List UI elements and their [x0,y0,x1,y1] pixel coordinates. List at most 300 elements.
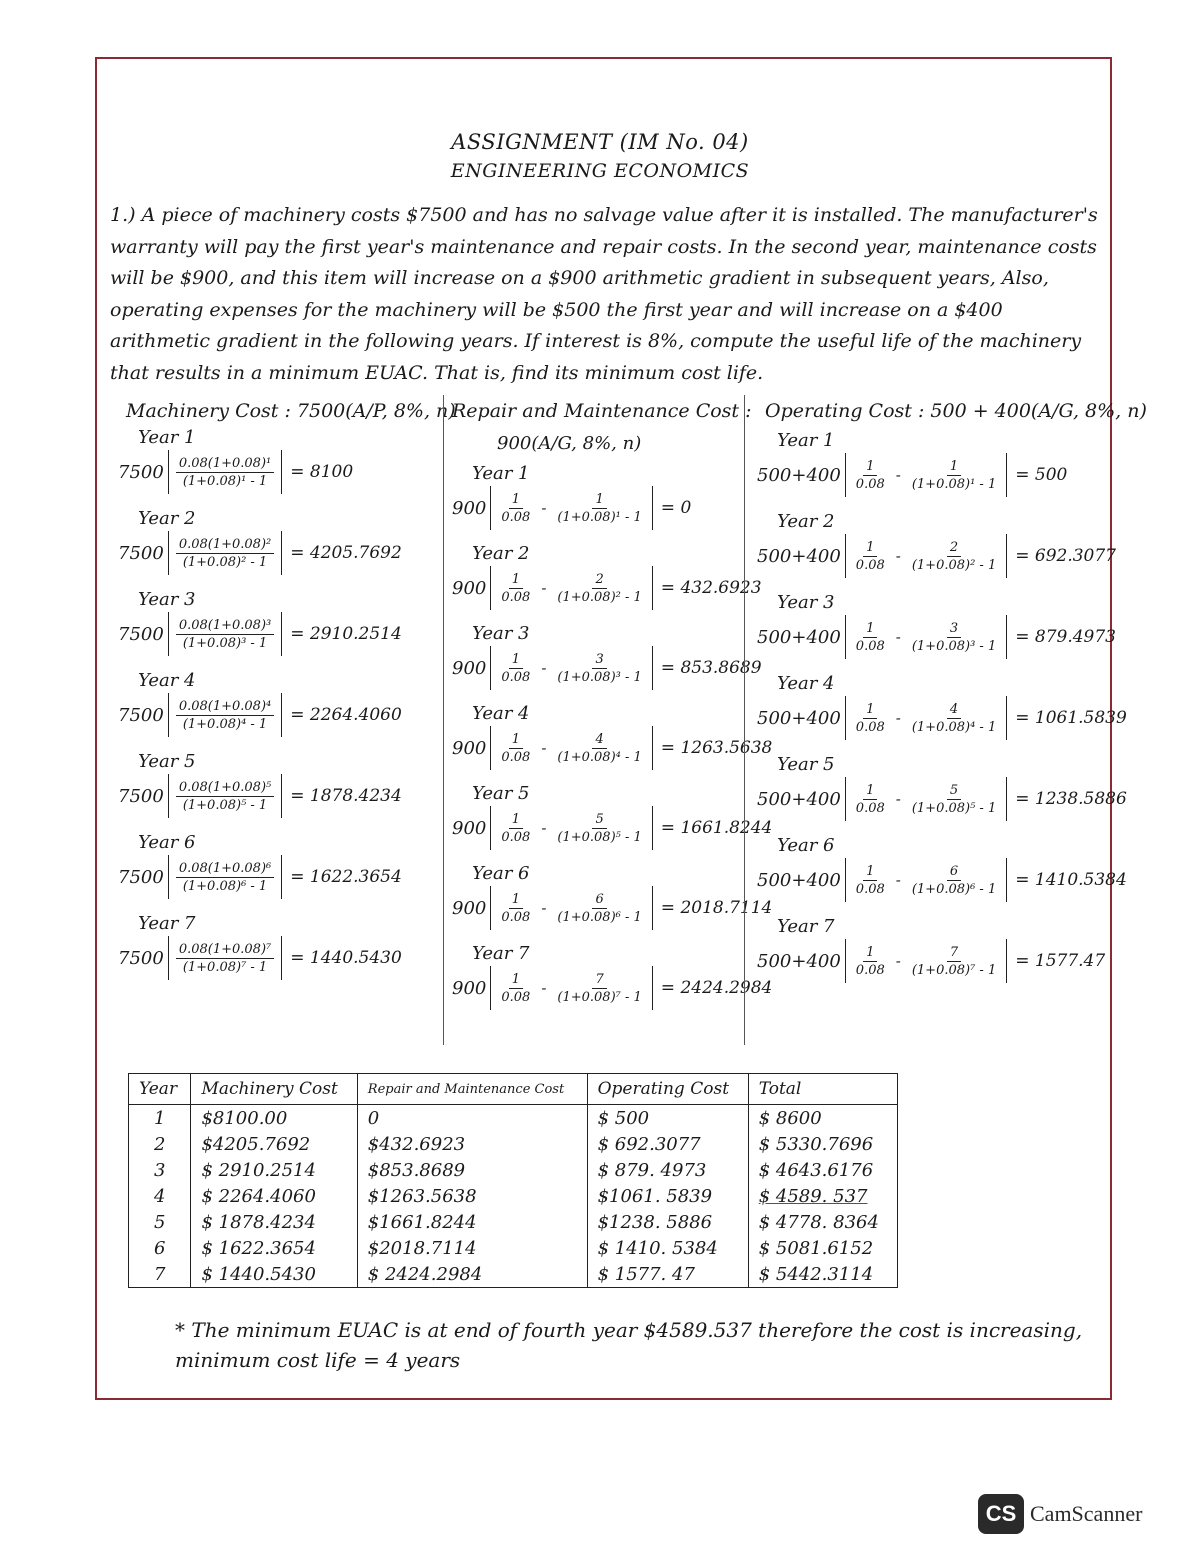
numerator: 1 [863,620,877,638]
denominator: 0.08 [855,476,885,492]
cell-operating: $1061. 5839 [587,1183,748,1209]
year-label: Year 7 [472,943,530,964]
equation [452,806,772,850]
minus-sign: - [895,466,901,484]
coefficient: 500+400 [757,869,841,891]
fraction [554,731,644,766]
year-label: Year 4 [138,670,196,691]
numerator: 3 [947,620,961,638]
table-row [129,1157,898,1183]
numerator: 0.08(1+0.08)⁷ [176,941,274,959]
coefficient: 7500 [118,623,164,645]
header-machinery: Machinery Cost [191,1074,357,1105]
numerator: 7 [592,971,606,989]
cell-repair: 0 [357,1105,587,1132]
year-label: Year 7 [777,916,835,937]
calc-step [452,463,691,530]
equation [757,777,1127,821]
fraction [909,458,999,493]
minus-sign: - [895,952,901,970]
fraction [176,698,274,733]
bracket-expression [168,612,282,656]
header-repair: Repair and Maintenance Cost [357,1074,587,1105]
coefficient: 500+400 [757,707,841,729]
cell-operating: $ 1410. 5384 [587,1235,748,1261]
year-label: Year 1 [138,427,196,448]
result-value: = 1440.5430 [290,948,402,968]
denominator: 0.08 [855,719,885,735]
cell-repair: $432.6923 [357,1131,587,1157]
coefficient: 900 [452,497,487,519]
coefficient: 500+400 [757,950,841,972]
coefficient: 500+400 [757,626,841,648]
numerator: 2 [947,539,961,557]
denominator: 0.08 [501,509,531,525]
numerator: 1 [509,731,523,749]
denominator: (1+0.08)¹ - 1 [557,509,642,525]
fraction [554,571,644,606]
camscanner-logo-icon: CS [978,1494,1024,1534]
assignment-title: ASSIGNMENT (IM No. 04) [451,130,749,154]
numerator: 3 [592,651,606,669]
fraction [853,620,888,655]
bracket-expression [168,855,282,899]
numerator: 1 [863,863,877,881]
fraction [498,571,533,606]
fraction [853,782,888,817]
bracket-expression [845,696,1007,740]
year-label: Year 6 [138,832,196,853]
column-divider [744,395,745,1045]
coefficient: 900 [452,977,487,999]
year-label: Year 2 [777,511,835,532]
fraction [853,944,888,979]
result-value: = 500 [1015,465,1068,485]
calc-step [118,589,402,656]
denominator: (1+0.08)⁵ - 1 [182,797,268,813]
cell-total: $ 5081.6152 [748,1235,897,1261]
fraction [554,891,644,926]
header-year: Year [129,1074,191,1105]
fraction [176,941,274,976]
camscanner-name: CamScanner [1030,1501,1143,1526]
cell-year: 1 [129,1105,191,1132]
numerator: 4 [592,731,606,749]
fraction [554,491,644,526]
denominator: 0.08 [855,962,885,978]
table-header-row [129,1074,898,1105]
calc-step [757,511,1116,578]
cell-year: 2 [129,1131,191,1157]
result-value: = 1061.5839 [1015,708,1127,728]
result-value: = 692.3077 [1015,546,1116,566]
result-value: = 2424.2984 [660,978,773,998]
calc-step [757,835,1127,902]
year-label: Year 4 [777,673,835,694]
calc-step [452,623,762,690]
equation [452,486,691,530]
bracket-expression [845,615,1007,659]
calc-step [757,673,1127,740]
column-divider [443,395,444,1045]
year-label: Year 5 [138,751,196,772]
numerator: 1 [509,491,523,509]
numerator: 4 [947,701,961,719]
numerator: 0.08(1+0.08)⁶ [176,860,274,878]
problem-statement: 1.) A piece of machinery costs $7500 and has no salvage value after it is installed. The manufacturer's warranty will pay the first year's maintenance and repair costs. In the second year, maintenance costs will be $900, and this item will increase on a $900 arithmetic gradient in subsequent years, Also, operating expenses for the machinery will be $500 the first year and will increase on a $400 arithmetic gradient in the following years. If interest is 8%, compute the useful life of the machinery that results in a minimum EUAC. That is, find its minimum cost life. [110,204,1098,384]
year-label: Year 3 [138,589,196,610]
coefficient: 7500 [118,866,164,888]
bracket-expression [490,486,652,530]
coefficient: 7500 [118,704,164,726]
calc-step [118,508,402,575]
cell-machinery: $ 1440.5430 [191,1261,357,1288]
denominator: (1+0.08)³ - 1 [557,669,642,685]
cell-operating: $ 500 [587,1105,748,1132]
fraction [498,811,533,846]
denominator: 0.08 [855,638,885,654]
cell-year: 4 [129,1183,191,1209]
equation [757,939,1105,983]
denominator: 0.08 [501,909,531,925]
coefficient: 7500 [118,461,164,483]
bracket-expression [168,531,282,575]
cell-machinery: $ 2910.2514 [191,1157,357,1183]
denominator: 0.08 [501,669,531,685]
minus-sign: - [895,790,901,808]
fraction [554,971,644,1006]
calc-step [118,670,402,737]
denominator: 0.08 [501,829,531,845]
year-label: Year 6 [472,863,530,884]
fraction [176,455,274,490]
minus-sign: - [541,499,547,517]
cell-total: $ 4589. 537 [748,1183,897,1209]
denominator: (1+0.08)³ - 1 [911,638,997,654]
result-value: = 1661.8244 [660,818,773,838]
year-label: Year 7 [138,913,196,934]
cell-operating: $1238. 5886 [587,1209,748,1235]
minus-sign: - [541,579,547,597]
bracket-expression [490,646,652,690]
result-value: = 879.4973 [1015,627,1116,647]
cell-operating: $ 1577. 47 [587,1261,748,1288]
calc-step [452,943,772,1010]
calc-step [452,863,772,930]
operating-heading: Operating Cost : 500 + 400(A/G, 8%, n) [765,400,1147,422]
denominator: 0.08 [855,881,885,897]
denominator: (1+0.08)⁷ - 1 [557,989,642,1005]
calc-step [757,754,1127,821]
denominator: (1+0.08)⁶ - 1 [557,909,642,925]
result-value: = 0 [660,498,692,518]
result-value: = 1263.5638 [660,738,773,758]
repair-column [452,395,773,1050]
denominator: (1+0.08)⁶ - 1 [911,881,997,897]
result-value: = 2264.4060 [290,705,402,725]
bracket-expression [490,966,652,1010]
equation [452,886,772,930]
cell-repair: $853.8689 [357,1157,587,1183]
header-total: Total [748,1074,897,1105]
repair-subheading: 900(A/G, 8%, n) [497,433,642,454]
cell-repair: $1263.5638 [357,1183,587,1209]
numerator: 2 [592,571,606,589]
coefficient: 500+400 [757,464,841,486]
numerator: 1 [592,491,606,509]
calc-step [118,751,402,818]
denominator: (1+0.08)⁷ - 1 [182,959,268,975]
fraction [498,891,533,926]
cell-repair: $ 2424.2984 [357,1261,587,1288]
year-label: Year 3 [472,623,530,644]
numerator: 1 [509,891,523,909]
equation [452,646,762,690]
denominator: 0.08 [501,749,531,765]
bracket-expression [168,936,282,980]
minus-sign: - [541,979,547,997]
calc-step [757,916,1105,983]
numerator: 0.08(1+0.08)¹ [176,455,274,473]
equation [118,450,353,494]
equation [118,855,402,899]
bracket-expression [845,534,1007,578]
bracket-expression [490,726,652,770]
numerator: 0.08(1+0.08)² [176,536,274,554]
table-row [129,1183,898,1209]
denominator: (1+0.08)² - 1 [911,557,997,573]
coefficient: 900 [452,897,487,919]
denominator: (1+0.08)¹ - 1 [182,473,268,489]
equation [452,566,762,610]
bracket-expression [490,566,652,610]
equation [757,858,1127,902]
fraction [176,617,274,652]
fraction [176,536,274,571]
bracket-expression [168,774,282,818]
calc-step [757,430,1067,497]
minus-sign: - [541,819,547,837]
result-value: = 8100 [290,462,354,482]
minus-sign: - [895,547,901,565]
denominator: (1+0.08)⁶ - 1 [182,878,268,894]
cell-machinery: $4205.7692 [191,1131,357,1157]
numerator: 0.08(1+0.08)⁴ [176,698,274,716]
fraction [909,782,999,817]
numerator: 1 [509,651,523,669]
result-value: = 4205.7692 [290,543,402,563]
numerator: 0.08(1+0.08)⁵ [176,779,274,797]
bracket-expression [168,450,282,494]
bracket-expression [845,858,1007,902]
bracket-expression [490,806,652,850]
cell-year: 6 [129,1235,191,1261]
conclusion-note: * The minimum EUAC is at end of fourth year $4589.537 therefore the cost is increasing, minimum cost life = 4 years [175,1318,1083,1372]
coefficient: 900 [452,657,487,679]
bracket-expression [845,777,1007,821]
calc-step [452,703,772,770]
numerator: 1 [863,701,877,719]
cell-machinery: $ 2264.4060 [191,1183,357,1209]
course-title: ENGINEERING ECONOMICS [450,160,750,182]
bracket-expression [490,886,652,930]
denominator: (1+0.08)⁷ - 1 [911,962,997,978]
fraction [853,458,888,493]
equation [757,615,1116,659]
numerator: 7 [947,944,961,962]
denominator: (1+0.08)² - 1 [557,589,642,605]
coefficient: 7500 [118,947,164,969]
calc-step [118,427,353,494]
coefficient: 900 [452,817,487,839]
table-row [129,1235,898,1261]
minus-sign: - [541,899,547,917]
numerator: 5 [947,782,961,800]
coefficient: 7500 [118,542,164,564]
minus-sign: - [895,871,901,889]
fraction [176,779,274,814]
table-row [129,1131,898,1157]
fraction [498,731,533,766]
fraction [909,944,999,979]
calc-step [452,543,762,610]
denominator: (1+0.08)⁴ - 1 [182,716,268,732]
cell-total: $ 8600 [748,1105,897,1132]
cell-machinery: $ 1622.3654 [191,1235,357,1261]
fraction [909,863,999,898]
denominator: 0.08 [855,800,885,816]
summary-table [128,1073,898,1288]
result-value: = 432.6923 [660,578,762,598]
equation [757,696,1127,740]
machinery-column [118,395,456,1050]
year-label: Year 5 [472,783,530,804]
equation [118,774,402,818]
numerator: 1 [863,944,877,962]
equation [452,966,772,1010]
camscanner-watermark [978,1494,1142,1534]
minus-sign: - [541,739,547,757]
cell-repair: $2018.7114 [357,1235,587,1261]
operating-column [757,395,1147,1050]
coefficient: 900 [452,577,487,599]
denominator: (1+0.08)¹ - 1 [911,476,997,492]
coefficient: 500+400 [757,545,841,567]
bracket-expression [168,693,282,737]
year-label: Year 2 [138,508,196,529]
coefficient: 900 [452,737,487,759]
numerator: 1 [509,971,523,989]
cell-total: $ 4778. 8364 [748,1209,897,1235]
bracket-expression [845,453,1007,497]
equation [757,534,1116,578]
cell-repair: $1661.8244 [357,1209,587,1235]
cell-machinery: $8100.00 [191,1105,357,1132]
cell-year: 5 [129,1209,191,1235]
bracket-expression [845,939,1007,983]
machinery-heading: Machinery Cost : 7500(A/P, 8%, n) [126,400,456,422]
fraction [853,863,888,898]
table-row [129,1105,898,1132]
year-label: Year 4 [472,703,530,724]
fraction [853,539,888,574]
denominator: 0.08 [501,589,531,605]
fraction [853,701,888,736]
numerator: 0.08(1+0.08)³ [176,617,274,635]
calc-step [118,832,402,899]
numerator: 1 [509,571,523,589]
result-value: = 1577.47 [1015,951,1106,971]
result-value: = 2018.7114 [660,898,773,918]
fraction [176,860,274,895]
year-label: Year 5 [777,754,835,775]
calc-step [118,913,402,980]
numerator: 1 [863,458,877,476]
fraction [909,539,999,574]
cell-year: 3 [129,1157,191,1183]
cell-operating: $ 692.3077 [587,1131,748,1157]
minus-sign: - [895,709,901,727]
year-label: Year 6 [777,835,835,856]
year-label: Year 1 [777,430,835,451]
header-operating: Operating Cost [587,1074,748,1105]
fraction [554,651,644,686]
equation [118,612,402,656]
result-value: = 1238.5886 [1015,789,1127,809]
year-label: Year 1 [472,463,530,484]
result-value: = 1622.3654 [290,867,402,887]
repair-heading: Repair and Maintenance Cost : [452,400,752,422]
calc-step [757,592,1116,659]
cell-operating: $ 879. 4973 [587,1157,748,1183]
numerator: 1 [947,458,961,476]
year-label: Year 3 [777,592,835,613]
equation [118,531,402,575]
denominator: (1+0.08)² - 1 [182,554,268,570]
cell-machinery: $ 1878.4234 [191,1209,357,1235]
coefficient: 7500 [118,785,164,807]
equation [118,936,402,980]
result-value: = 1410.5384 [1015,870,1127,890]
cell-year: 7 [129,1261,191,1288]
year-label: Year 2 [472,543,530,564]
cell-total: $ 5442.3114 [748,1261,897,1288]
fraction [909,701,999,736]
equation [757,453,1067,497]
table-row [129,1261,898,1288]
numerator: 6 [947,863,961,881]
minus-sign: - [895,628,901,646]
numerator: 5 [592,811,606,829]
fraction [909,620,999,655]
result-value: = 853.8689 [660,658,762,678]
fraction [554,811,644,846]
cell-total: $ 5330.7696 [748,1131,897,1157]
equation [118,693,402,737]
numerator: 1 [863,782,877,800]
denominator: (1+0.08)³ - 1 [182,635,268,651]
table-row [129,1209,898,1235]
numerator: 1 [863,539,877,557]
fraction [498,651,533,686]
denominator: (1+0.08)⁵ - 1 [911,800,997,816]
denominator: 0.08 [501,989,531,1005]
calc-step [452,783,772,850]
result-value: = 1878.4234 [290,786,402,806]
numerator: 1 [509,811,523,829]
result-value: = 2910.2514 [290,624,402,644]
denominator: (1+0.08)⁴ - 1 [557,749,642,765]
